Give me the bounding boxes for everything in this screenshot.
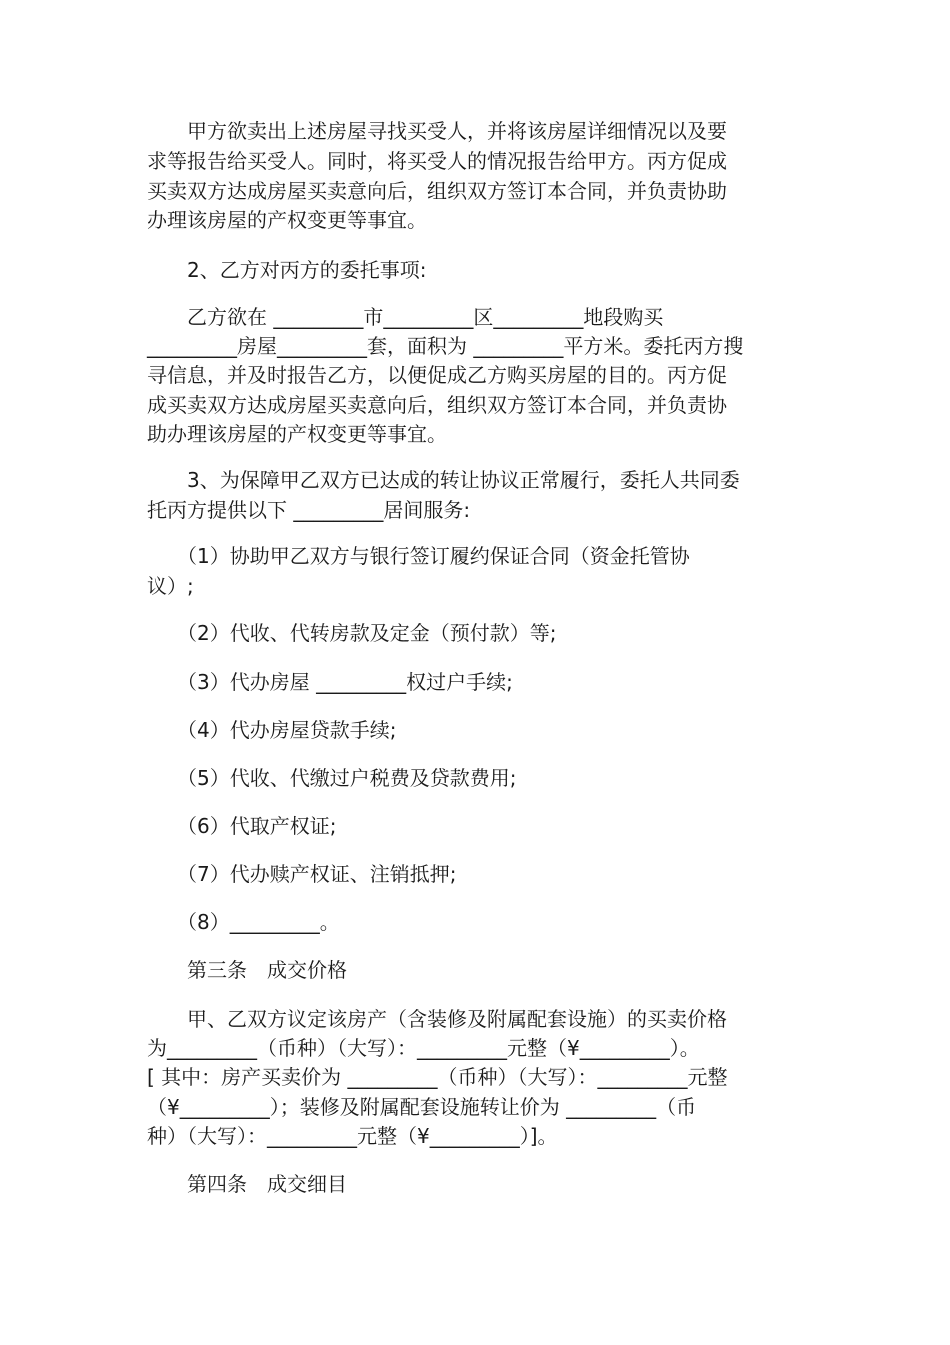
text-line: （¥_________）；装修及附属配套设施转让价为 _________（币	[147, 1095, 697, 1119]
text-line: 甲方欲卖出上述房屋寻找买受人，并将该房屋详细情况以及要	[147, 119, 727, 143]
list-item: （4）代办房屋贷款手续;	[147, 718, 397, 742]
text-line: [ 其中：房产买卖价为 _________（币种）（大写）：_________元整	[147, 1065, 728, 1089]
text-line: 托丙方提供以下 _________居间服务:	[147, 498, 471, 522]
article-heading: 第四条 成交细目	[147, 1172, 347, 1196]
text-line: 助办理该房屋的产权变更等事宜。	[147, 422, 447, 446]
text-line: _________房屋_________套，面积为 _________平方米。委托丙方搜	[147, 334, 744, 358]
list-item: 议）;	[147, 574, 194, 598]
list-item: （7）代办赎产权证、注销抵押;	[147, 862, 457, 886]
text-line: 甲、乙双方议定该房产（含装修及附属配套设施）的买卖价格	[147, 1007, 727, 1031]
section-heading: 2、乙方对丙方的委托事项:	[147, 258, 427, 282]
text-line: 乙方欲在 _________市_________区_________地段购买	[147, 305, 664, 329]
text-line: 寻信息，并及时报告乙方，以便促成乙方购买房屋的目的。丙方促	[147, 363, 727, 387]
section-heading: 3、为保障甲乙双方已达成的转让协议正常履行，委托人共同委	[147, 468, 740, 492]
list-item: （1）协助甲乙双方与银行签订履约保证合同（资金托管协	[147, 544, 690, 568]
article-heading: 第三条 成交价格	[147, 958, 347, 982]
list-item: （6）代取产权证;	[147, 814, 337, 838]
text-line: 买卖双方达成房屋买卖意向后，组织双方签订本合同，并负责协助	[147, 179, 727, 203]
text-line: 种）（大写）：_________元整（¥_________）]。	[147, 1124, 558, 1148]
text-line: 办理该房屋的产权变更等事宜。	[147, 208, 427, 232]
list-item: （8）_________。	[147, 910, 340, 934]
list-item: （3）代办房屋 _________权过户手续;	[147, 670, 513, 694]
list-item: （5）代收、代缴过户税费及贷款费用;	[147, 766, 517, 790]
text-line: 为_________（币种）（大写）：_________元整（¥_________）。	[147, 1036, 700, 1060]
list-item: （2）代收、代转房款及定金（预付款）等;	[147, 621, 557, 645]
text-line: 求等报告给买受人。同时，将买受人的情况报告给甲方。丙方促成	[147, 149, 727, 173]
text-line: 成买卖双方达成房屋买卖意向后，组织双方签订本合同，并负责协	[147, 393, 727, 417]
